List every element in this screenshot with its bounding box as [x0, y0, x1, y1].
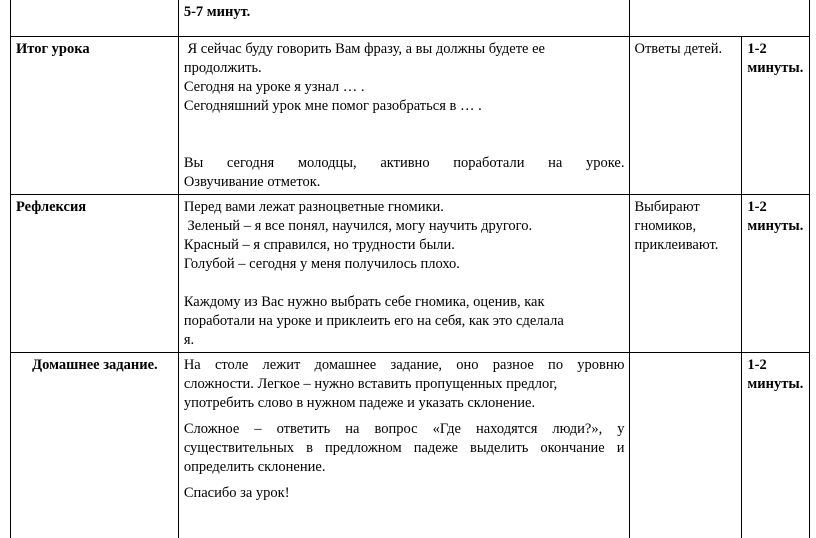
teacher-cell	[178, 195, 629, 353]
time-unit: минуты.	[747, 217, 805, 236]
table-row	[11, 37, 810, 195]
time-cell	[742, 37, 810, 195]
time-unit: минуты.	[747, 59, 805, 78]
table-row	[11, 0, 810, 37]
teacher-line: Я сейчас буду говорить Вам фразу, а вы должны будете ее	[184, 40, 625, 59]
time-value: 1-2	[747, 40, 805, 59]
teacher-cell	[178, 353, 629, 538]
teacher-line: Спасибо за урок!	[184, 484, 625, 503]
teacher-line: сложности. Легкое – нужно вставить пропущенных предлог,	[184, 375, 625, 394]
table-row	[11, 353, 810, 538]
teacher-cell	[178, 37, 629, 195]
teacher-line: поработали на уроке и приклеить его на себя, как это сделала	[184, 312, 625, 331]
teacher-line: Каждому из Вас нужно выбрать себе гномика, оценив, как	[184, 293, 625, 312]
time-cell	[742, 195, 810, 353]
teacher-line: Перед вами лежат разноцветные гномики.	[184, 198, 625, 217]
stage-cell	[11, 0, 179, 37]
time-value: 1-2	[747, 198, 805, 217]
students-cell	[629, 195, 742, 353]
teacher-line: Озвучивание отметок.	[184, 173, 625, 192]
lesson-plan-table	[10, 0, 810, 538]
teacher-line: Голубой – сегодня у меня получилось плохо.	[184, 255, 625, 274]
students-line: Выбирают	[635, 198, 738, 217]
time-unit: минуты.	[747, 375, 805, 394]
stage-label: Итог урока	[16, 41, 90, 57]
teacher-line: употребить слово в нужном падеже и указать склонение.	[184, 394, 625, 413]
duration-text: 5-7 минут.	[184, 4, 250, 20]
teacher-line: Зеленый – я все понял, научился, могу научить другого.	[184, 217, 625, 236]
teacher-line: я.	[184, 331, 625, 350]
stage-cell	[11, 353, 179, 538]
table-row	[11, 195, 810, 353]
stage-cell	[11, 195, 179, 353]
time-cell	[742, 353, 810, 538]
students-cell	[629, 353, 742, 538]
teacher-line: Вы сегодня молодцы, активно поработали на уроке.	[184, 154, 625, 173]
teacher-line: Сегодня на уроке я узнал … .	[184, 78, 625, 97]
teacher-line: На столе лежит домашнее задание, оно разное по уровню	[184, 356, 625, 375]
students-time-cell	[629, 0, 810, 37]
students-line: приклеивают.	[635, 236, 738, 255]
teacher-line: Красный – я справился, но трудности были.	[184, 236, 625, 255]
time-value: 1-2	[747, 356, 805, 375]
stage-label: Рефлексия	[16, 199, 86, 215]
teacher-line: определить склонение.	[184, 458, 625, 477]
teacher-cell	[178, 0, 629, 37]
students-line: гномиков,	[635, 217, 738, 236]
teacher-line: существительных в предложном падеже выделить окончание и	[184, 439, 625, 458]
teacher-line: Сегодняшний урок мне помог разобраться в … .	[184, 97, 625, 116]
stage-cell	[11, 37, 179, 195]
stage-label: Домашнее задание.	[32, 357, 158, 373]
teacher-line: Сложное – ответить на вопрос «Где находятся люди?», у	[184, 420, 625, 439]
students-text: Ответы детей.	[635, 41, 723, 57]
teacher-line: продолжить.	[184, 59, 625, 78]
students-cell	[629, 37, 742, 195]
